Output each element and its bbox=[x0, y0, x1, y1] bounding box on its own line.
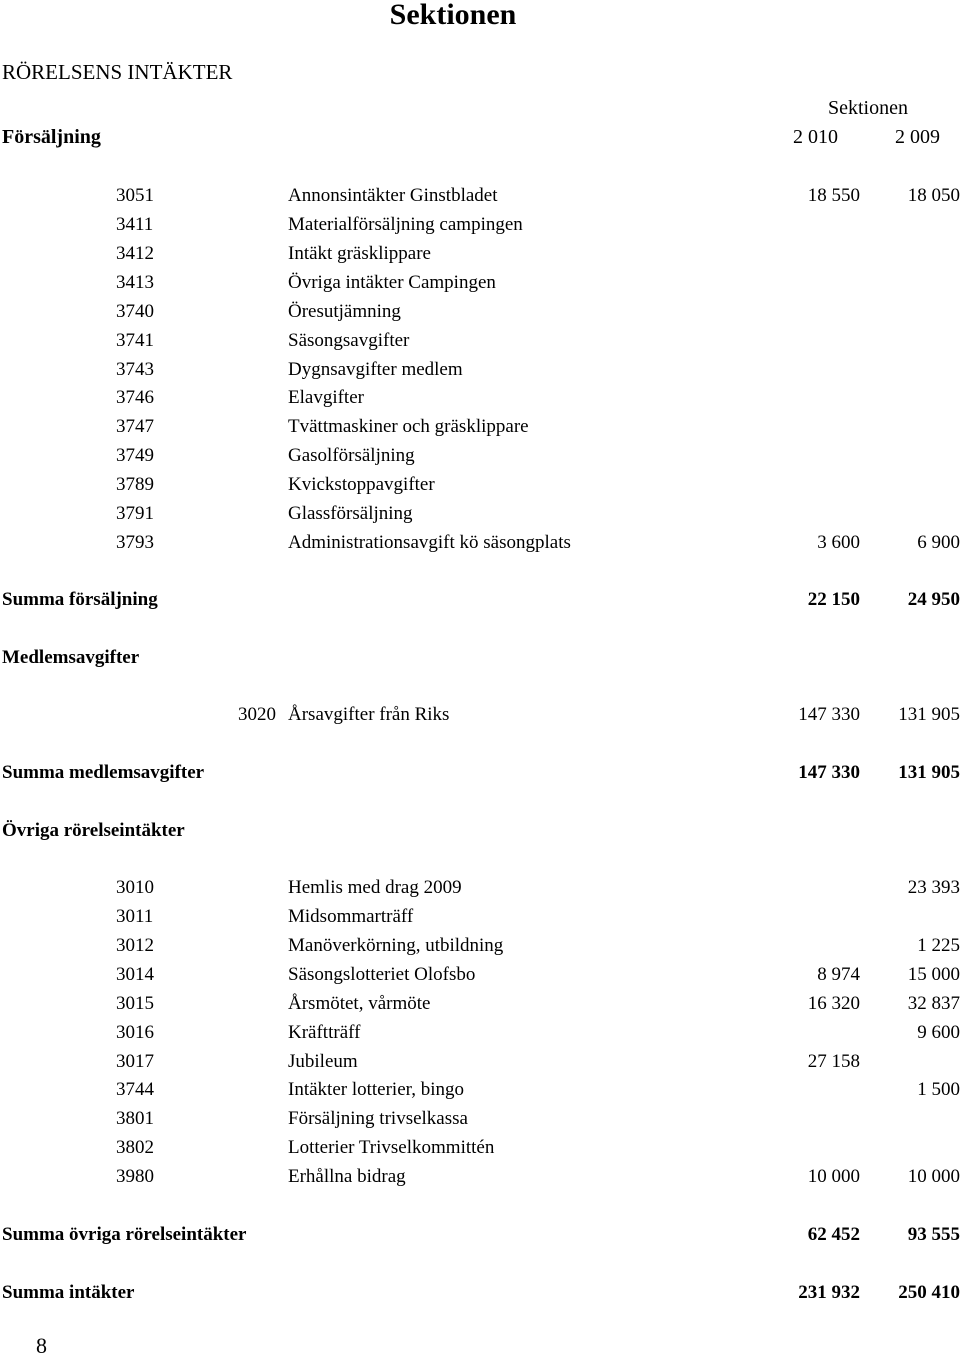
account-code: 3793 bbox=[116, 532, 154, 554]
account-name: Annonsintäkter Ginstbladet bbox=[288, 185, 498, 206]
value-2010: 16 320 bbox=[807, 992, 860, 1014]
account-code: 3747 bbox=[116, 416, 154, 438]
account-code: 3980 bbox=[116, 1166, 154, 1188]
account-name: Elavgifter bbox=[288, 387, 364, 409]
value-2010: 147 330 bbox=[798, 704, 860, 725]
account-code: 3017 bbox=[116, 1050, 154, 1072]
fees-group-row bbox=[0, 643, 960, 672]
account-name: Årsavgifter från Riks bbox=[288, 704, 450, 725]
total-label: Summa intäkter bbox=[2, 1282, 135, 1303]
account-name: Årsmötet, vårmöte bbox=[288, 992, 431, 1014]
page-title: Sektionen bbox=[389, 0, 517, 31]
other-sum-value-1: 62 452 bbox=[807, 1224, 860, 1245]
other-sum-label: Summa övriga rörelseintäkter bbox=[2, 1224, 247, 1245]
table-row bbox=[0, 383, 960, 412]
account-code: 3020 bbox=[238, 704, 276, 725]
account-code: 3412 bbox=[116, 242, 154, 264]
account-name: Manöverkörning, utbildning bbox=[288, 934, 504, 956]
table-row bbox=[0, 326, 960, 355]
account-code: 3051 bbox=[116, 185, 154, 206]
account-name: Hemlis med drag 2009 bbox=[288, 877, 462, 898]
account-code: 3411 bbox=[116, 213, 154, 235]
account-name: Lotterier Trivselkommittén bbox=[288, 1137, 495, 1159]
value-2009: 32 837 bbox=[907, 992, 960, 1014]
value-2009: 1 225 bbox=[917, 934, 960, 956]
value-2009: 15 000 bbox=[907, 963, 960, 985]
account-name: Materialförsäljning campingen bbox=[288, 213, 523, 235]
table-row bbox=[0, 989, 960, 1018]
account-name: Glassförsäljning bbox=[288, 503, 413, 525]
page-number: 8 bbox=[36, 1333, 47, 1358]
account-code: 3010 bbox=[116, 877, 154, 898]
table-row bbox=[0, 960, 960, 989]
table-row bbox=[0, 268, 960, 297]
account-code: 3012 bbox=[116, 934, 154, 956]
value-2010: 3 600 bbox=[817, 532, 860, 554]
table-row bbox=[0, 931, 960, 960]
value-2010: 18 550 bbox=[807, 185, 860, 206]
account-code: 3014 bbox=[116, 963, 154, 985]
table-row bbox=[0, 1018, 960, 1047]
fees-sum-row bbox=[0, 758, 960, 787]
table-row bbox=[0, 1047, 960, 1076]
section-heading: RÖRELSENS INTÄKTER bbox=[2, 60, 233, 84]
account-name: Övriga intäkter Campingen bbox=[288, 271, 496, 293]
table-row bbox=[0, 700, 960, 729]
fees-sum-label: Summa medlemsavgifter bbox=[2, 762, 205, 783]
table-row bbox=[0, 210, 960, 239]
fees-sum-value-2: 131 905 bbox=[898, 762, 960, 783]
table-row bbox=[0, 1162, 960, 1191]
account-code: 3744 bbox=[116, 1079, 154, 1101]
account-name: Säsongslotteriet Olofsbo bbox=[288, 963, 476, 985]
table-row bbox=[0, 528, 960, 557]
table-row bbox=[0, 873, 960, 902]
fees-group-label: Medlemsavgifter bbox=[2, 647, 140, 668]
account-code: 3741 bbox=[116, 329, 154, 351]
sales-sum-value-2: 24 950 bbox=[907, 589, 960, 610]
account-code: 3746 bbox=[116, 387, 154, 409]
other-sum-row bbox=[0, 1220, 960, 1249]
value-2010: 8 974 bbox=[817, 963, 860, 985]
total-row bbox=[0, 1278, 960, 1307]
other-group-label: Övriga rörelseintäkter bbox=[2, 820, 185, 841]
value-2009: 1 500 bbox=[917, 1079, 960, 1101]
table-row bbox=[0, 412, 960, 441]
account-code: 3789 bbox=[116, 474, 154, 496]
total-value-2: 250 410 bbox=[898, 1282, 960, 1303]
account-code: 3801 bbox=[116, 1108, 154, 1130]
value-2010: 10 000 bbox=[807, 1166, 860, 1188]
account-name: Erhållna bidrag bbox=[288, 1166, 406, 1188]
account-name: Intäkter lotterier, bingo bbox=[288, 1079, 464, 1101]
account-code: 3743 bbox=[116, 358, 154, 380]
account-name: Tvättmaskiner och gräsklippare bbox=[288, 416, 529, 438]
account-code: 3740 bbox=[116, 300, 154, 322]
account-name: Kräftträff bbox=[288, 1021, 361, 1043]
value-2009: 6 900 bbox=[917, 532, 960, 554]
value-2009: 18 050 bbox=[907, 185, 960, 206]
account-code: 3802 bbox=[116, 1137, 154, 1159]
account-code: 3011 bbox=[116, 905, 154, 927]
sales-sum-label: Summa försäljning bbox=[2, 589, 158, 610]
account-code: 3015 bbox=[116, 992, 154, 1014]
table-row bbox=[0, 441, 960, 470]
column-group-header: Sektionen bbox=[828, 97, 908, 119]
table-row bbox=[0, 297, 960, 326]
account-code: 3016 bbox=[116, 1021, 154, 1043]
sales-group-label: Försäljning bbox=[2, 126, 101, 148]
account-code: 3791 bbox=[116, 503, 154, 525]
year-header-2: 2 009 bbox=[895, 126, 940, 148]
account-name: Intäkt gräsklippare bbox=[288, 242, 431, 264]
account-code: 3749 bbox=[116, 445, 154, 467]
other-group-row bbox=[0, 816, 960, 845]
value-2009: 131 905 bbox=[898, 704, 960, 725]
value-2009: 23 393 bbox=[907, 877, 960, 898]
account-code: 3413 bbox=[116, 271, 154, 293]
value-2009: 9 600 bbox=[917, 1021, 960, 1043]
value-2010: 27 158 bbox=[807, 1050, 860, 1072]
account-name: Försäljning trivselkassa bbox=[288, 1108, 468, 1130]
account-name: Jubileum bbox=[288, 1050, 358, 1072]
table-row bbox=[0, 239, 960, 268]
account-name: Dygnsavgifter medlem bbox=[288, 358, 463, 380]
table-row bbox=[0, 355, 960, 384]
account-name: Administrationsavgift kö säsongplats bbox=[288, 532, 571, 554]
account-name: Säsongsavgifter bbox=[288, 329, 410, 351]
other-sum-value-2: 93 555 bbox=[907, 1224, 960, 1245]
sales-sum-row bbox=[0, 585, 960, 614]
fees-sum-value-1: 147 330 bbox=[798, 762, 860, 783]
value-2009: 10 000 bbox=[907, 1166, 960, 1188]
table-row bbox=[0, 470, 960, 499]
account-name: Midsommarträff bbox=[288, 905, 414, 927]
table-row bbox=[0, 1133, 960, 1162]
table-row bbox=[0, 902, 960, 931]
sales-sum-value-1: 22 150 bbox=[807, 589, 860, 610]
table-row bbox=[0, 181, 960, 210]
total-value-1: 231 932 bbox=[798, 1282, 860, 1303]
table-row bbox=[0, 499, 960, 528]
table-row bbox=[0, 1075, 960, 1104]
account-name: Kvickstoppavgifter bbox=[288, 474, 435, 496]
year-header-1: 2 010 bbox=[793, 126, 838, 148]
account-name: Gasolförsäljning bbox=[288, 445, 415, 467]
table-row bbox=[0, 1104, 960, 1133]
account-name: Öresutjämning bbox=[288, 300, 401, 322]
